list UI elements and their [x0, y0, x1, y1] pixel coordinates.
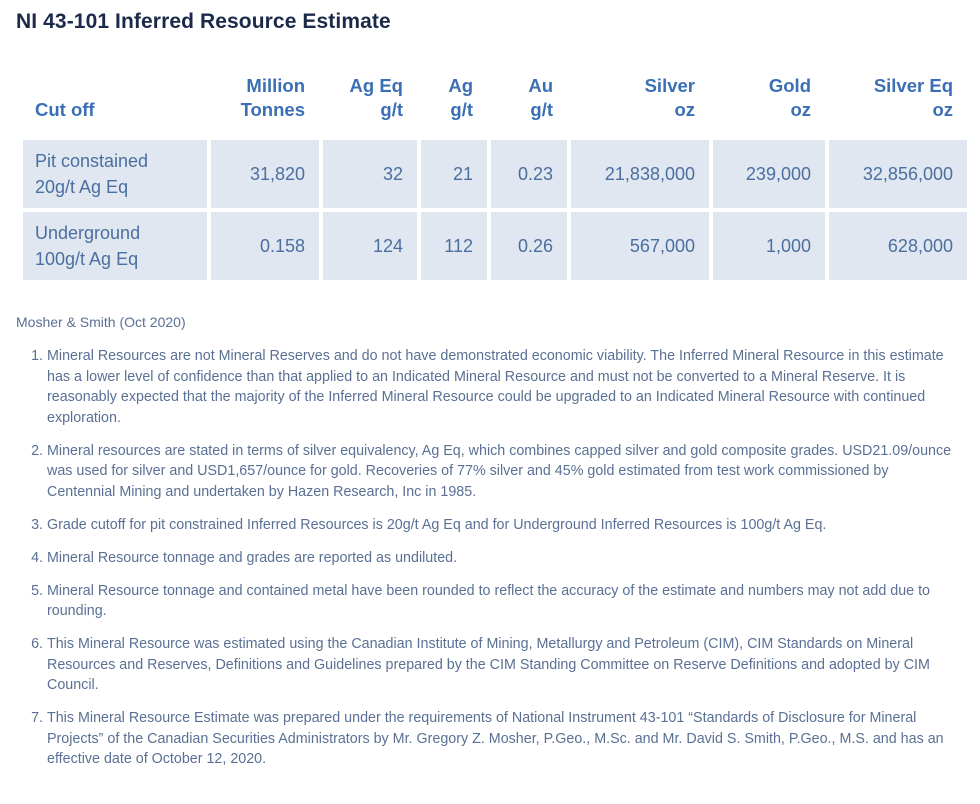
source-citation: Mosher & Smith (Oct 2020) — [16, 314, 186, 330]
cell-gold-oz: 1,000 — [713, 212, 825, 280]
cell-silver-oz: 567,000 — [571, 212, 709, 280]
cell-ag-eq-grade: 124 — [323, 212, 417, 280]
cell-million-tonnes: 0.158 — [211, 212, 319, 280]
table-row — [23, 212, 967, 280]
footnote-item: 2. Mineral resources are stated in terms of silver equivalency, Ag Eq, which combines capped silver and gold composite grades. USD21.09/ounce was used for silver and USD1,657/ounce for gold. Recoveries of 77% silver and 45% gold estimated from test work commissioned by Centennial Mining and undertaken by Hazen Research, Inc in 1985. — [47, 441, 960, 503]
header-ag-grade: Ag g/t — [448, 75, 473, 120]
footnotes-list — [0, 346, 960, 782]
cell-silver-oz: 21,838,000 — [571, 140, 709, 208]
page-title: NI 43-101 Inferred Resource Estimate — [16, 10, 391, 33]
header-million-tonnes: Million Tonnes — [240, 75, 305, 120]
row-label: Underground 100g/t Ag Eq — [23, 212, 207, 280]
row-label: Pit constained 20g/t Ag Eq — [23, 140, 207, 208]
header-gold-oz: Gold oz — [768, 75, 811, 120]
cell-million-tonnes: 31,820 — [211, 140, 319, 208]
cell-gold-oz: 239,000 — [713, 140, 825, 208]
cell-ag-grade: 112 — [421, 212, 487, 280]
header-au-grade: Au g/t — [528, 75, 553, 120]
cell-au-grade: 0.23 — [491, 140, 567, 208]
cell-silver-eq-oz: 628,000 — [829, 212, 967, 280]
resource-table — [19, 70, 971, 284]
header-ag-eq-grade: Ag Eq g/t — [349, 75, 403, 120]
footnote-item: 4. Mineral Resource tonnage and grades are reported as undiluted. — [47, 548, 960, 569]
cell-silver-eq-oz: 32,856,000 — [829, 140, 967, 208]
footnote-item: 7. This Mineral Resource Estimate was prepared under the requirements of National Instrument 43-101 “Standards of Disclosure for Mineral Projects” of the Canadian Securities Administrators by Mr. Gregory Z. Mosher, P.Geo., M.Sc. and Mr. David S. Smith, P.Geo., M.S. and has an effective date of October 12, 2020. — [47, 708, 960, 770]
table-row — [23, 140, 967, 208]
cell-ag-eq-grade: 32 — [323, 140, 417, 208]
cell-ag-grade: 21 — [421, 140, 487, 208]
footnote-item: 5. Mineral Resource tonnage and contained metal have been rounded to reflect the accuracy of the estimate and numbers may not add due to rounding. — [47, 581, 960, 622]
footnote-item: 6. This Mineral Resource was estimated using the Canadian Institute of Mining, Metallurgy and Petroleum (CIM), CIM Standards on Mineral Resources and Reserves, Definitions and Guidelines prepared by the CIM Standing Committee on Reserve Definitions and adopted by CIM Council. — [47, 634, 960, 696]
cell-au-grade: 0.26 — [491, 212, 567, 280]
header-silver-eq-oz: Silver Eq oz — [873, 75, 953, 120]
footnote-item: 1. Mineral Resources are not Mineral Reserves and do not have demonstrated economic viability. The Inferred Mineral Resource in this estimate has a lower level of confidence than that applied to an Indicated Mineral Resource and must not be converted to a Mineral Reserve. It is reasonably expected that the majority of the Inferred Mineral Resource could be upgraded to an Indicated Mineral Resource with continued exploration. — [47, 346, 960, 428]
table-header-row — [23, 74, 967, 136]
header-silver-oz: Silver oz — [644, 75, 695, 120]
header-cut-off: Cut off — [35, 99, 95, 120]
footnote-item: 3. Grade cutoff for pit constrained Inferred Resources is 20g/t Ag Eq and for Underground Inferred Resources is 100g/t Ag Eq. — [47, 515, 960, 536]
